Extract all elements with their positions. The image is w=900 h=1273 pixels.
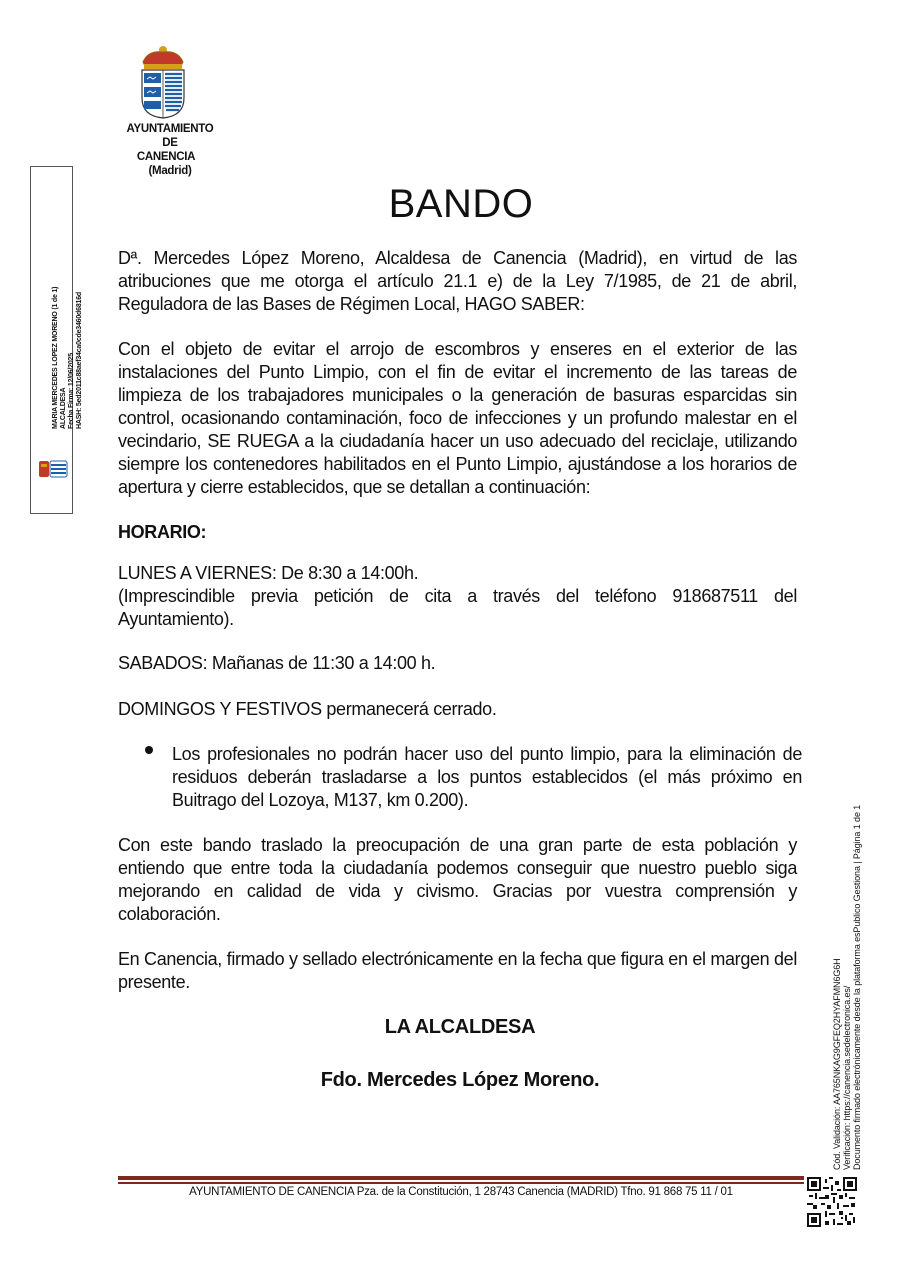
org-name [110, 122, 230, 178]
closing-paragraph: Con este bando traslado la preocupación de una gran parte de esta población y entiendo que entre toda la ciudadanía podemos conseguir que nuestro pueblo siga mejorando en calidad de vida y civismo. Gracias por vuestra comprensión y colaboración. [118, 835, 797, 924]
signature-stamp [30, 166, 83, 514]
stamp-role: ALCALDESA [60, 387, 67, 429]
footer-rule [118, 1176, 804, 1180]
schedule-sunday: DOMINGOS Y FESTIVOS permanecerá cerrado. [118, 699, 497, 719]
intro-paragraph: Dª. Mercedes López Moreno, Alcaldesa de Canencia (Madrid), en virtud de las atribuciones que me otorga el artículo 21.1 e) de la Ley 7/1985, de 21 de abril, Reguladora de las Bases de Régimen Local, HAGO SABER: [118, 248, 797, 314]
validation-note: Documento firmado electrónicamente desde la plataforma esPublico Gestiona | Página 1 de 1 [852, 804, 862, 1170]
validation-block [832, 805, 862, 1170]
org-line: AYUNTAMIENTO [126, 123, 214, 135]
body-paragraph [118, 338, 797, 499]
signed-note: En Canencia, firmado y sellado electrónicamente en la fecha que figura en el margen del presente. [118, 949, 797, 992]
stamp-text [52, 287, 84, 429]
signature-title: LA ALCALDESA [384, 1016, 536, 1038]
org-line: (Madrid) [148, 165, 192, 177]
stamp-date: Fecha Firma: 12/06/2025 [68, 353, 75, 429]
municipal-crest-icon [138, 42, 188, 120]
professionals-note: Los profesionales no podrán hacer uso del punto limpio, para la eliminación de residuos deberán trasladarse a los puntos establecidos (el más próximo en Buitrago del Lozoya, M137, km 0.200). [172, 744, 802, 810]
stamp-crest-icon [37, 457, 69, 481]
qr-code-icon [807, 1177, 857, 1227]
validation-code: Cód. Validación: AA765NKAG9GFEQ2HYAFMN6G6H [832, 958, 842, 1170]
body-emphasis: SE RUEGA [207, 431, 299, 451]
stamp-hash: HASH: 5ed2011c88aef34ca0cde3460d6816d [76, 292, 83, 429]
footer-address: AYUNTAMIENTO DE CANENCIA Pza. de la Constitución, 1 28743 Canencia (MADRID) Tfno. 91 868 75 11 / 01 [189, 1186, 733, 1198]
org-line: CANENCIA [136, 151, 196, 163]
document-title: BANDO [388, 182, 534, 226]
body-text: a la ciudadanía hacer un uso adecuado del reciclaje, utilizando siempre los contenedores habilitados en el Punto Limpio, ajustándose a los horarios de apertura y cierre establecidos, que se detallan a continuación: [118, 431, 798, 497]
schedule-saturday: SABADOS: Mañanas de 11:30 a 14:00 h. [118, 653, 436, 673]
org-line: DE [162, 137, 178, 149]
schedule-weekdays: LUNES A VIERNES: De 8:30 a 14:00h. [118, 563, 419, 583]
bullet-icon [145, 746, 153, 754]
validation-url: Verificación: https://canencia.sedelectronica.es/ [842, 985, 852, 1170]
schedule-heading: HORARIO: [118, 522, 207, 542]
body-text: Con el objeto de evitar el arrojo de escombros y enseres en el exterior de las instalaciones del Punto Limpio, con el fin de evitar el incremento de las tareas de limpieza de los trabajadores municipales o la generación de basuras esparcidas sin control, ocasionando contaminación, foco de infecciones y un profundo malestar en el vecindario, [118, 339, 797, 451]
stamp-signer: MARIA MERCEDES LOPEZ MORENO (1 de 1) [52, 286, 59, 429]
schedule-weekdays-note: (Imprescindible previa petición de cita a través del teléfono 918687511 del Ayuntamiento). [118, 586, 797, 629]
footer-rule [118, 1182, 804, 1184]
signature-name: Fdo. Mercedes López Moreno. [320, 1069, 600, 1091]
